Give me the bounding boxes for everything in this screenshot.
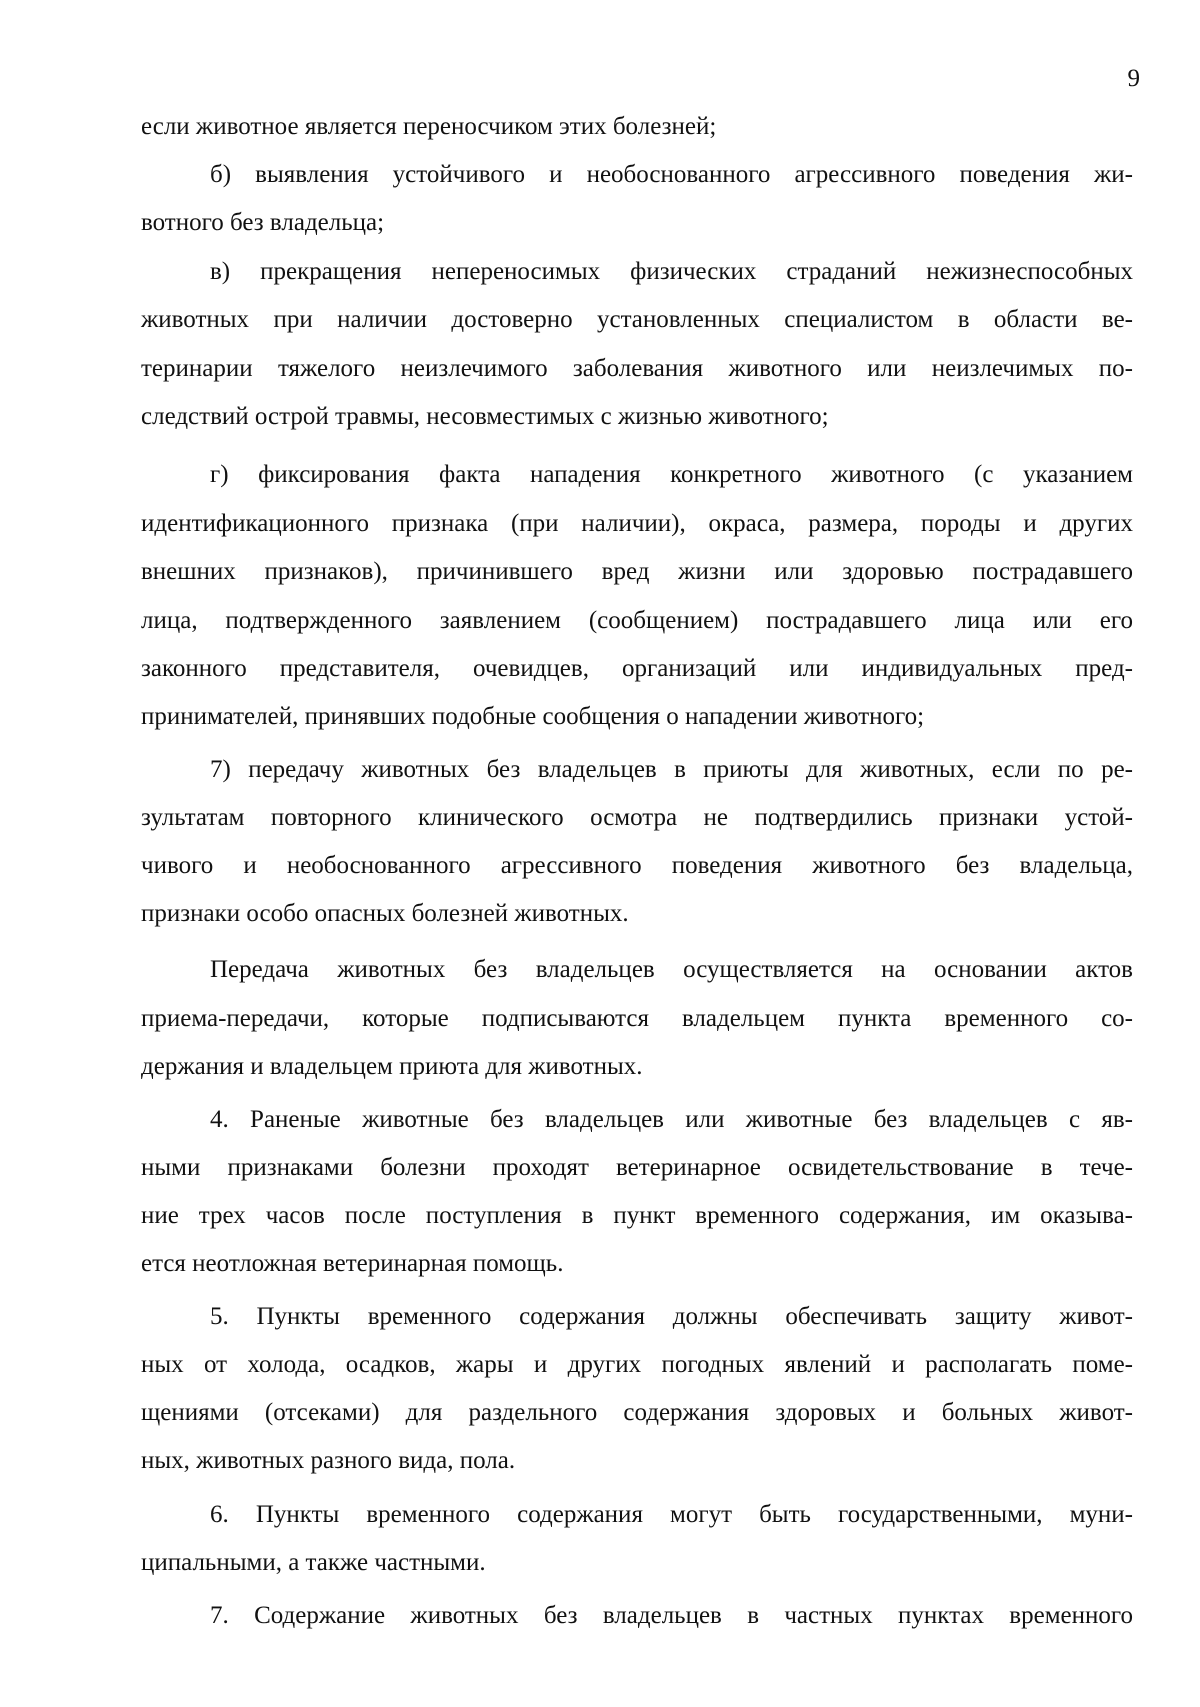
page-number: 9 xyxy=(1127,65,1140,92)
text-line: зультатам повторного клинического осмотра не подтвердились признаки устой- xyxy=(141,804,1133,831)
text-line: законного представителя, очевидцев, организаций или индивидуальных пред- xyxy=(141,655,1133,682)
text-line: ципальными, а также частными. xyxy=(141,1549,486,1576)
text-line: следствий острой травмы, несовместимых с жизнью животного; xyxy=(141,403,829,430)
text-line: приема-передачи, которые подписываются владельцем пункта временного со- xyxy=(141,1005,1133,1032)
text-line: чивого и необоснованного агрессивного поведения животного без владельца, xyxy=(141,852,1133,879)
text-line: 4. Раненые животные без владельцев или животные без владельцев с яв- xyxy=(210,1106,1133,1133)
text-line: ных от холода, осадков, жары и других погодных явлений и располагать поме- xyxy=(141,1351,1133,1378)
text-line: принимателей, принявших подобные сообщения о нападении животного; xyxy=(141,703,925,730)
text-line: держания и владельцем приюта для животных. xyxy=(141,1053,643,1080)
text-line: ется неотложная ветеринарная помощь. xyxy=(141,1250,564,1277)
text-line: теринарии тяжелого неизлечимого заболевания животного или неизлечимых по- xyxy=(141,355,1133,382)
text-line: внешних признаков), причинившего вред жизни или здоровью пострадавшего xyxy=(141,558,1133,585)
text-line: лица, подтвержденного заявлением (сообщением) пострадавшего лица или его xyxy=(141,607,1133,634)
text-line: 5. Пункты временного содержания должны обеспечивать защиту живот- xyxy=(210,1303,1133,1330)
text-line: 7. Содержание животных без владельцев в частных пунктах временного xyxy=(210,1602,1133,1629)
text-line: Передача животных без владельцев осуществляется на основании актов xyxy=(210,956,1133,983)
text-line: 6. Пункты временного содержания могут быть государственными, муни- xyxy=(210,1501,1133,1528)
text-line: ными признаками болезни проходят ветеринарное освидетельствование в тече- xyxy=(141,1154,1133,1181)
text-line: если животное является переносчиком этих болезней; xyxy=(141,113,717,140)
text-line: г) фиксирования факта нападения конкретного животного (с указанием xyxy=(210,461,1133,488)
text-line: ние трех часов после поступления в пункт временного содержания, им оказыва- xyxy=(141,1202,1133,1229)
text-line: вотного без владельца; xyxy=(141,209,385,236)
text-line: животных при наличии достоверно установленных специалистом в области ве- xyxy=(141,306,1133,333)
text-line: ных, животных разного вида, пола. xyxy=(141,1447,516,1474)
text-line: щениями (отсеками) для раздельного содержания здоровых и больных живот- xyxy=(141,1399,1133,1426)
text-line: б) выявления устойчивого и необоснованного агрессивного поведения жи- xyxy=(210,161,1133,188)
text-line: в) прекращения непереносимых физических страданий нежизнеспособных xyxy=(210,258,1133,285)
text-line: идентификационного признака (при наличии), окраса, размера, породы и других xyxy=(141,510,1133,537)
text-line: признаки особо опасных болезней животных. xyxy=(141,900,629,927)
text-line: 7) передачу животных без владельцев в приюты для животных, если по ре- xyxy=(210,756,1133,783)
